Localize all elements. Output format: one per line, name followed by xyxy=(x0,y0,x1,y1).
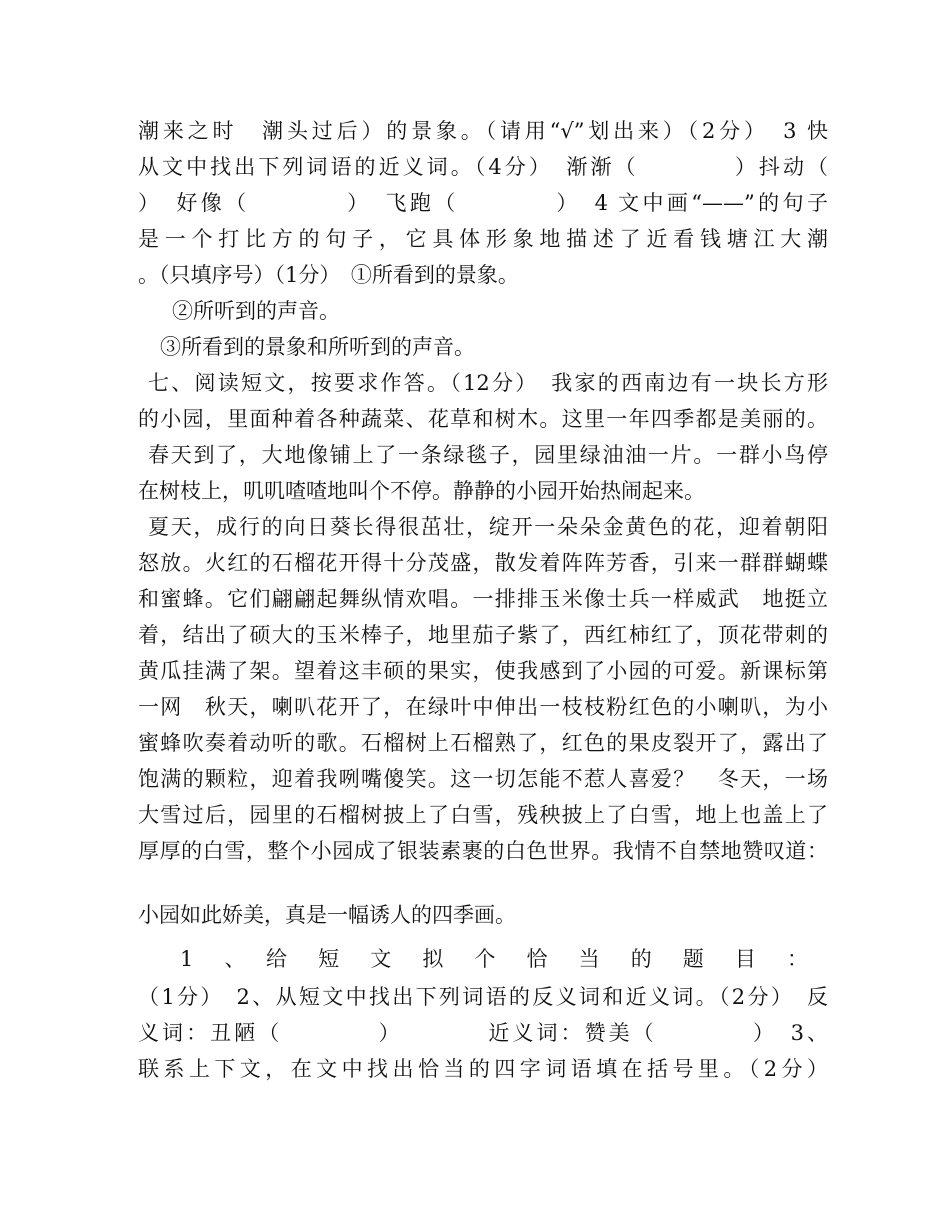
text-line-16: 黄瓜挂满了架。望着这丰硕的果实，使我感到了小园的可爱。新课标第 xyxy=(138,659,828,683)
text-line-21: 厚厚的白雪，整个小园成了银装素裹的白色世界。我情不自禁地赞叹道： xyxy=(138,839,828,863)
text-line-9: 的小园，里面种着各种蔬菜、花草和树木。这里一年四季都是美丽的。 xyxy=(138,407,828,431)
text-line-15: 着，结出了硕大的玉米棒子，地里茄子紫了，西红柿红了，顶花带刺的 xyxy=(138,623,828,647)
text-line-11: 在树枝上，叽叽喳喳地叫个不停。静静的小园开始热闹起来。 xyxy=(138,479,705,503)
exercise-1-prompt: 1 、 给 短 文 拟 个 恰 当 的 题 目 ： xyxy=(180,947,808,971)
text-line-20: 大雪过后，园里的石榴树披上了白雪，残秧披上了白雪，地上也盖上了 xyxy=(138,803,828,827)
text-line-5: 。（只填序号）（1分） ①所看到的景象。 xyxy=(138,263,519,287)
text-line-19: 饱满的颗粒，迎着我咧嘴傻笑。这一切怎能不惹人喜爱？ 冬天，一场 xyxy=(138,767,828,791)
text-line-12: 夏天，成行的向日葵长得很茁壮，绽开一朵朵金黄色的花，迎着朝阳 xyxy=(148,515,828,539)
text-line-18: 蜜蜂吹奏着动听的歌。石榴树上石榴熟了，红色的果皮裂开了，露出了 xyxy=(138,731,828,755)
text-line-14: 和蜜蜂。它们翩翩起舞纵情欢唱。一排排玉米像士兵一样威武 地挺立 xyxy=(138,587,828,611)
text-line-3: ） 好像（ ） 飞跑（ ） 4 文中画“——”的句子 xyxy=(138,191,828,215)
text-line-13: 怒放。火红的石榴花开得十分茂盛，散发着阵阵芳香，引来一群群蝴蝶 xyxy=(138,551,828,575)
text-line-1: 潮来之时 潮头过后）的景象。（请用“√”划出来）（2分） 3 快 xyxy=(138,119,828,143)
text-line-22: 小园如此娇美，真是一幅诱人的四季画。 xyxy=(138,903,516,927)
text-line-2: 从文中找出下列词语的近义词。（4分） 渐渐（ ）抖动（ xyxy=(138,155,828,179)
text-line-26: 联系上下文，在文中找出恰当的四字词语填在括号里。（2分） xyxy=(138,1057,828,1081)
text-line-7: ③所看到的景象和所听到的声音。 xyxy=(160,335,475,359)
text-line-4: 是一个打比方的句子，它具体形象地描述了近看钱塘江大潮 xyxy=(138,227,828,251)
text-line-10: 春天到了，大地像铺上了一条绿毯子，园里绿油油一片。一群小鸟停 xyxy=(148,443,828,467)
text-line-24: （1分） 2、从短文中找出下列词语的反义词和近义词。（2分） 反 xyxy=(138,985,828,1009)
text-line-17: 一网 秋天，喇叭花开了，在绿叶中伸出一枝枝粉红色的小喇叭，为小 xyxy=(138,695,828,719)
text-line-6: ②所听到的声音。 xyxy=(172,299,340,323)
text-line-8: 七、阅读短文，按要求作答。（12分） 我家的西南边有一块长方形 xyxy=(148,371,828,395)
text-line-25: 义词：丑陋（ ） 近义词：赞美（ ） 3、 xyxy=(138,1021,828,1045)
